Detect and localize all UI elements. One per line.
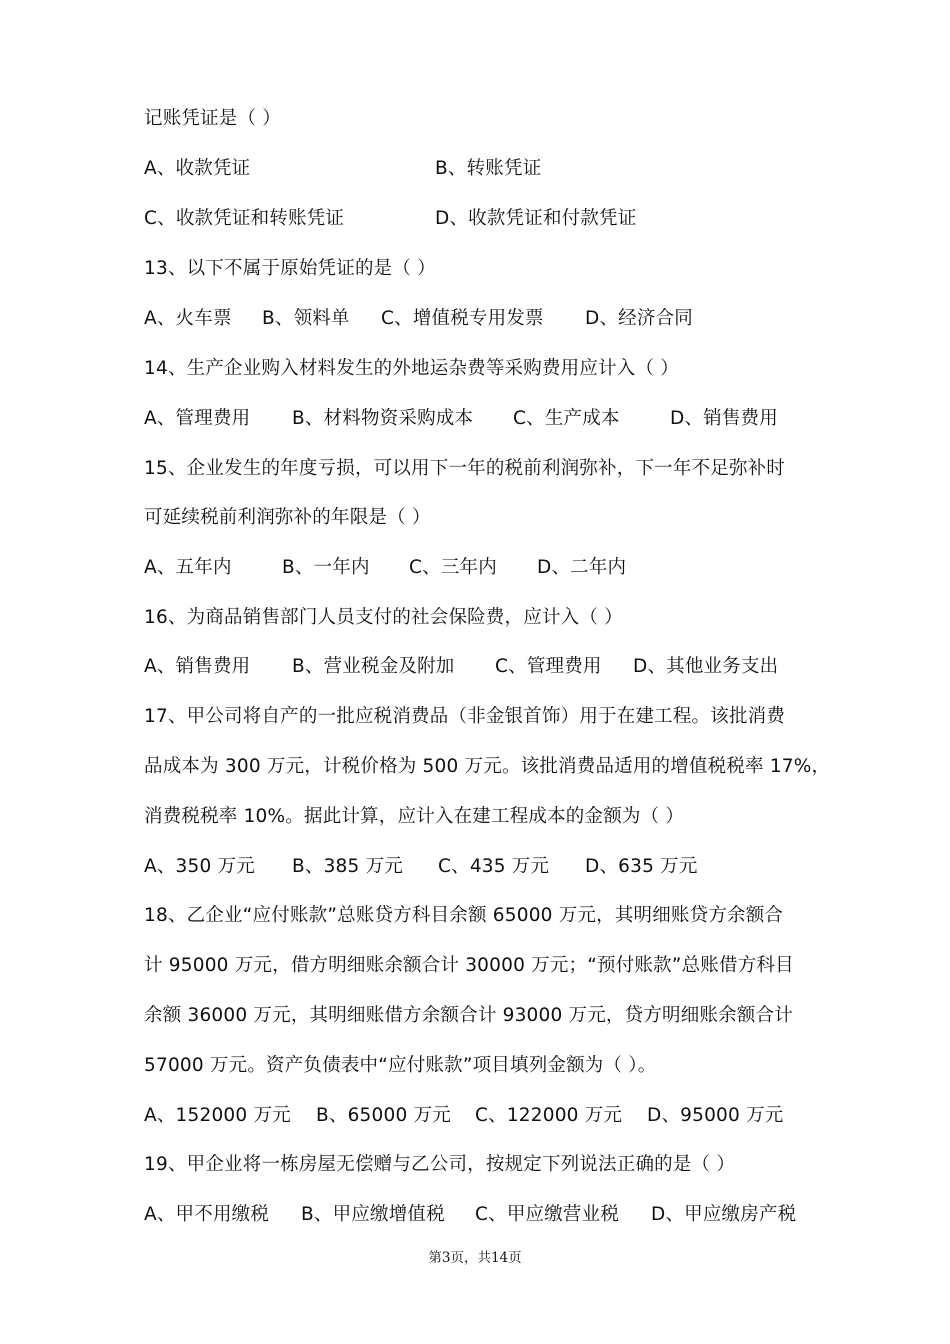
- question-text-line: 记账凭证是（ ）: [144, 108, 281, 129]
- answer-option: B、领料单: [262, 308, 350, 329]
- answer-option: A、销售费用: [144, 656, 251, 677]
- answer-options-row: [144, 553, 824, 583]
- question-text-line: 14、生产企业购入材料发生的外地运杂费等采购费用应计入（ ）: [144, 358, 679, 379]
- answer-option: D、635 万元: [585, 856, 698, 877]
- answer-option: C、生产成本: [513, 408, 620, 429]
- question-text-line: 17、甲公司将自产的一批应税消费品（非金银首饰）用于在建工程。该批消费: [144, 706, 786, 727]
- answer-option: B、营业税金及附加: [292, 656, 455, 677]
- answer-option: A、甲不用缴税: [144, 1204, 270, 1225]
- answer-option: D、经济合同: [585, 308, 693, 329]
- question-text-line: 计 95000 万元，借方明细账余额合计 30000 万元；“预付账款”总账借方科目: [144, 955, 794, 976]
- answer-option: A、五年内: [144, 557, 232, 578]
- answer-option: C、三年内: [409, 557, 497, 578]
- answer-options-row: [144, 1101, 824, 1131]
- question-text-line: 15、企业发生的年度亏损，可以用下一年的税前利润弥补，下一年不足弥补时: [144, 458, 786, 479]
- answer-option: C、122000 万元: [475, 1105, 623, 1126]
- answer-option: A、152000 万元: [144, 1105, 291, 1126]
- answer-option: B、甲应缴增值税: [301, 1204, 445, 1225]
- answer-option: D、销售费用: [670, 408, 778, 429]
- answer-options-row: [144, 404, 824, 434]
- question-text-line: 19、甲企业将一栋房屋无偿赠与乙公司，按规定下列说法正确的是（ ）: [144, 1154, 736, 1175]
- answer-option: D、二年内: [537, 557, 627, 578]
- answer-option: A、管理费用: [144, 408, 251, 429]
- question-text-line: 余额 36000 万元，其明细账借方余额合计 93000 万元，贷方明细账余额合计: [144, 1005, 793, 1026]
- answer-options-row: [144, 154, 824, 184]
- answer-option: C、收款凭证和转账凭证: [144, 208, 345, 229]
- answer-option: B、385 万元: [292, 856, 403, 877]
- answer-option: D、甲应缴房产税: [651, 1204, 797, 1225]
- answer-options-row: [144, 204, 824, 234]
- question-text-line: 16、为商品销售部门人员支付的社会保险费，应计入（ ）: [144, 607, 623, 628]
- answer-option: B、一年内: [282, 557, 370, 578]
- answer-option: B、转账凭证: [435, 158, 542, 179]
- question-text-line: 可延续税前利润弥补的年限是（ ）: [144, 507, 431, 528]
- question-text-line: 13、以下不属于原始凭证的是（ ）: [144, 258, 436, 279]
- answer-option: A、收款凭证: [144, 158, 251, 179]
- answer-option: C、甲应缴营业税: [475, 1204, 620, 1225]
- answer-options-row: [144, 304, 824, 334]
- question-text-line: 品成本为 300 万元，计税价格为 500 万元。该批消费品适用的增值税税率 17%，: [144, 756, 831, 777]
- question-text-line: 18、乙企业“应付账款”总账贷方科目余额 65000 万元，其明细账贷方余额合: [144, 905, 784, 926]
- answer-option: A、350 万元: [144, 856, 255, 877]
- answer-option: D、其他业务支出: [633, 656, 779, 677]
- question-text-line: 消费税税率 10%。据此计算，应计入在建工程成本的金额为（ ）: [144, 806, 685, 827]
- answer-option: C、增值税专用发票: [381, 308, 544, 329]
- question-text-line: 57000 万元。资产负债表中“应付账款”项目填列金额为（ ）。: [144, 1055, 657, 1076]
- answer-options-row: [144, 852, 824, 882]
- answer-option: D、95000 万元: [647, 1105, 784, 1126]
- answer-option: C、管理费用: [495, 656, 602, 677]
- answer-options-row: [144, 1200, 824, 1230]
- answer-option: B、65000 万元: [316, 1105, 451, 1126]
- answer-option: B、材料物资采购成本: [292, 408, 474, 429]
- page-footer: 第3页，共14页: [428, 1250, 522, 1266]
- answer-option: D、收款凭证和付款凭证: [435, 208, 637, 229]
- answer-options-row: [144, 652, 824, 682]
- answer-option: A、火车票: [144, 308, 232, 329]
- answer-option: C、435 万元: [438, 856, 550, 877]
